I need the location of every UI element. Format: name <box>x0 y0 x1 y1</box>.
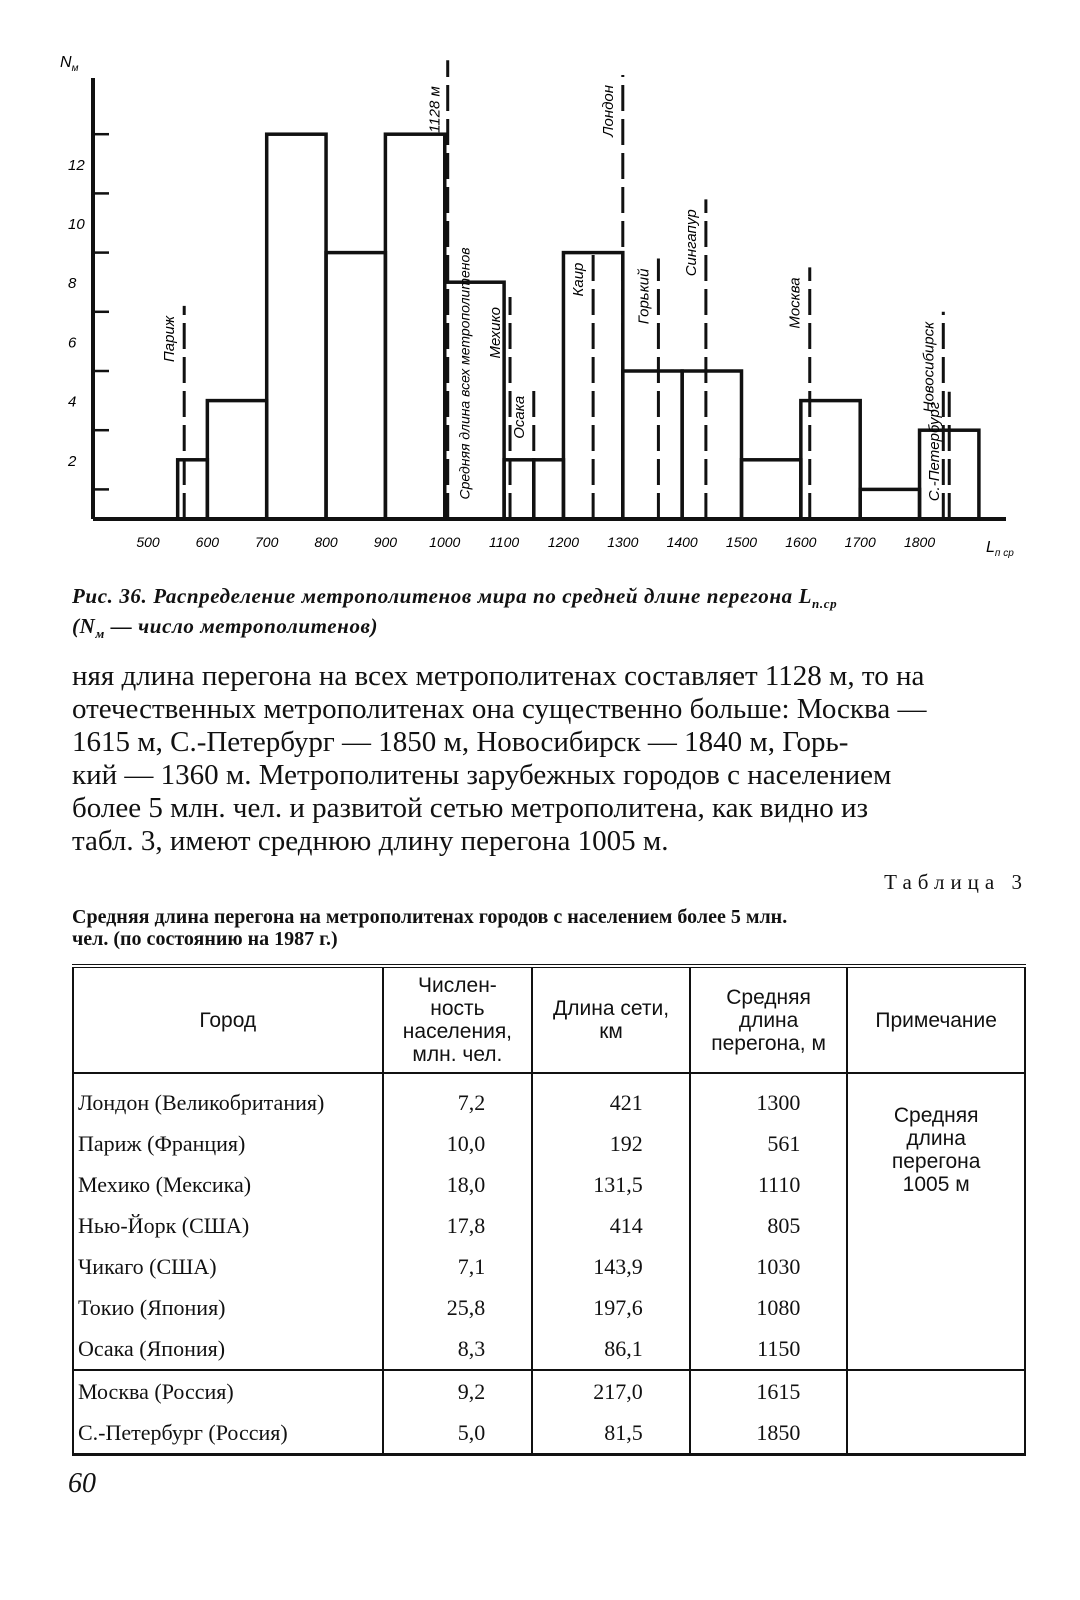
cell-avg: 1150 <box>690 1328 848 1370</box>
cell-network: 143,9 <box>532 1246 690 1287</box>
cell-population: 5,0 <box>383 1412 533 1455</box>
page-number: 60 <box>68 1468 96 1499</box>
cell-population: 7,1 <box>383 1246 533 1287</box>
histogram-bar <box>623 371 682 519</box>
cell-city: Париж (Франция) <box>73 1123 383 1164</box>
city-marker-label: Сингапур <box>682 209 700 277</box>
paragraph-line: кий — 1360 м. Метрополитены зарубежных городов с населением <box>72 759 892 791</box>
histogram-figure <box>0 0 1080 575</box>
cell-population: 10,0 <box>383 1123 533 1164</box>
city-marker-label: С.-Петербург <box>926 401 944 502</box>
y-tick-label: 2 <box>68 452 77 470</box>
body-paragraph <box>72 660 1032 858</box>
paragraph-line: 1615 м, С.-Петербург — 1850 м, Новосибирск — 1840 м, Горь- <box>72 726 849 758</box>
caption-line1-sub: п.ср <box>812 596 838 612</box>
x-tick-label: 700 <box>255 534 279 550</box>
cell-avg: 1080 <box>690 1287 848 1328</box>
cell-avg: 805 <box>690 1205 848 1246</box>
header-population: Числен- ность населения, млн. чел. <box>383 966 533 1073</box>
cell-network: 217,0 <box>532 1370 690 1412</box>
y-tick-label: 4 <box>68 393 77 411</box>
x-axis-label: $L_{п ср}$ <box>986 539 1014 559</box>
y-tick-label: 12 <box>68 156 85 174</box>
table-row <box>73 1073 1025 1123</box>
cell-city: Мехико (Мексика) <box>73 1164 383 1205</box>
y-axis-label: $N_м$ <box>60 54 79 74</box>
table-header-row <box>73 966 1025 1073</box>
table-row <box>73 1370 1025 1412</box>
table-title-line-2: чел. (по состоянию на 1987 г.) <box>72 928 338 950</box>
caption-line-1: Рис. 36. Распределение метрополитенов мира по средней длине перегона $L_{п.ср}$ <box>72 584 838 612</box>
cell-note-empty <box>847 1370 1025 1412</box>
histogram-bar <box>178 460 208 519</box>
cell-city: Нью-Йорк (США) <box>73 1205 383 1246</box>
cell-network: 414 <box>532 1205 690 1246</box>
cell-avg: 1300 <box>690 1073 848 1123</box>
cell-avg: 1030 <box>690 1246 848 1287</box>
x-axis-label-sub: п ср <box>994 548 1014 559</box>
x-tick-label: 1000 <box>429 534 461 550</box>
x-tick-label: 800 <box>314 534 338 550</box>
cell-city: Москва (Россия) <box>73 1370 383 1412</box>
cell-city: Лондон (Великобритания) <box>73 1073 383 1123</box>
table-row <box>73 1412 1025 1455</box>
x-tick-label: 1300 <box>607 534 639 550</box>
cell-population: 18,0 <box>383 1164 533 1205</box>
x-tick-label: 1700 <box>844 534 876 550</box>
x-tick-label: 1500 <box>725 534 758 550</box>
city-marker-label: Москва <box>786 277 804 329</box>
city-marker-label: 1128 м <box>426 86 444 133</box>
paragraph-line: отечественных метрополитенах она существенно больше: Москва — <box>72 693 927 725</box>
x-tick-label: 1200 <box>547 534 580 550</box>
paragraph-line: няя длина перегона на всех метрополитенах составляет 1128 м, то на <box>72 660 925 692</box>
x-tick-label: 1400 <box>666 534 698 550</box>
x-tick-label: 1800 <box>903 534 936 550</box>
histogram-bars <box>178 134 979 519</box>
header-city: Город <box>73 966 383 1073</box>
header-note: Примечание <box>847 966 1025 1073</box>
y-axis-label-sub: м <box>71 63 79 74</box>
cell-city: Токио (Япония) <box>73 1287 383 1328</box>
y-tick-label: 8 <box>68 275 77 293</box>
city-marker-label: Осака <box>510 395 528 439</box>
cell-population: 7,2 <box>383 1073 533 1123</box>
histogram-bar <box>682 371 741 519</box>
x-tick-label: 1600 <box>785 534 817 550</box>
x-tick-label: 600 <box>195 534 220 550</box>
cell-city: Чикаго (США) <box>73 1246 383 1287</box>
cell-avg: 1110 <box>690 1164 848 1205</box>
x-tick-label: 1100 <box>489 534 520 550</box>
histogram-bar <box>385 134 444 519</box>
city-marker-label: Новосибирск <box>920 321 938 413</box>
data-table <box>72 964 1026 1456</box>
cell-network: 81,5 <box>532 1412 690 1455</box>
paragraph-line: более 5 млн. чел. и развитой сетью метрополитена, как видно из <box>72 792 869 824</box>
city-marker-label: Средняя длина всех метрополитенов <box>456 247 473 500</box>
chart-axes <box>93 78 1006 519</box>
cell-network: 421 <box>532 1073 690 1123</box>
cell-avg: 1850 <box>690 1412 848 1455</box>
cell-note: Средняя длина перегона 1005 м <box>847 1073 1025 1370</box>
x-tick-label: 500 <box>136 534 160 550</box>
caption-line2-sub: м <box>95 626 105 642</box>
cell-note-empty <box>847 1412 1025 1455</box>
cell-city: С.-Петербург (Россия) <box>73 1412 383 1455</box>
y-tick-label: 10 <box>68 216 85 233</box>
cell-city: Осака (Япония) <box>73 1328 383 1370</box>
city-marker-label: Лондон <box>599 85 617 137</box>
paragraph-line: табл. 3, имеют среднюю длину перегона 1005 м. <box>72 825 669 857</box>
cell-network: 131,5 <box>532 1164 690 1205</box>
city-marker-label: Каир <box>570 262 588 297</box>
histogram-bar <box>207 401 266 519</box>
histogram-bar <box>534 460 564 519</box>
table-number-label: Таблица 3 <box>884 870 1028 894</box>
y-tick-label: 6 <box>68 334 77 352</box>
header-avg-length: Средняя длина перегона, м <box>690 966 848 1073</box>
histogram-bar <box>267 134 326 519</box>
header-network-length: Длина сети, км <box>532 966 690 1073</box>
cell-network: 197,6 <box>532 1287 690 1328</box>
histogram-bar <box>326 253 385 519</box>
x-tick-label: 900 <box>373 534 398 550</box>
figure-caption <box>72 585 1032 645</box>
histogram-bar <box>742 460 801 519</box>
cell-network: 192 <box>532 1123 690 1164</box>
histogram-bar <box>860 489 919 519</box>
table-title-line-1: Средняя длина перегона на метрополитенах городов с населением более 5 млн. <box>72 906 788 928</box>
cell-avg: 561 <box>690 1123 848 1164</box>
city-marker-label: Горький <box>635 268 653 325</box>
city-marker-label: Мехико <box>487 307 505 359</box>
cell-population: 9,2 <box>383 1370 533 1412</box>
caption-line-2: ($N_м$ — число метрополитенов) <box>72 614 379 642</box>
cell-population: 8,3 <box>383 1328 533 1370</box>
cell-population: 17,8 <box>383 1205 533 1246</box>
cell-population: 25,8 <box>383 1287 533 1328</box>
table-title <box>72 906 1032 950</box>
city-markers <box>161 60 949 519</box>
cell-network: 86,1 <box>532 1328 690 1370</box>
cell-avg: 1615 <box>690 1370 848 1412</box>
city-marker-label: Париж <box>161 315 179 363</box>
